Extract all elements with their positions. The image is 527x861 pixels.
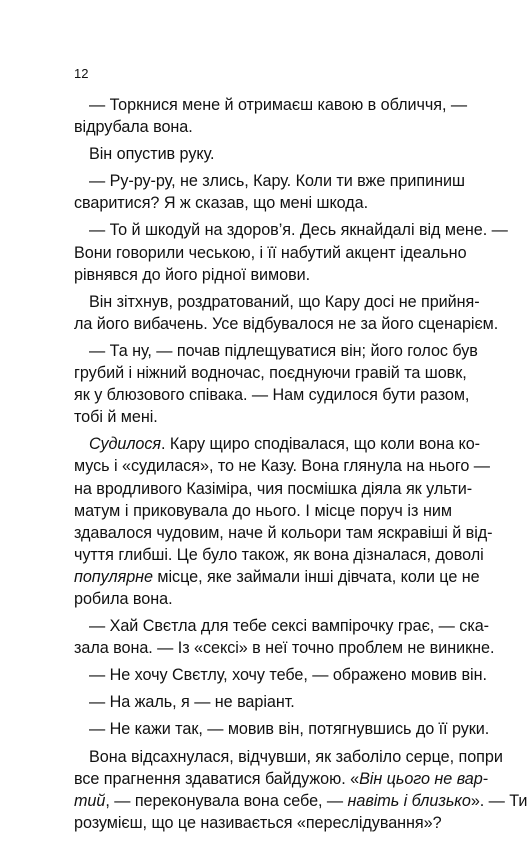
text-run: місце, яке займали інші дівчата, коли це не bbox=[152, 567, 480, 586]
text-line bbox=[74, 433, 481, 455]
text-run: — Хай Свєтла для тебе сексі вампірочку грає, — ска- bbox=[89, 617, 489, 636]
text-line bbox=[74, 615, 489, 637]
text-line bbox=[74, 566, 480, 588]
text-line bbox=[74, 313, 499, 335]
text-run: — Не хочу Свєтлу, хочу тебе, — ображено мовив він. bbox=[89, 666, 487, 685]
text-run: як у блюзового співака. — Нам судилося бути разом, bbox=[74, 386, 470, 405]
text-run: робила вона. bbox=[74, 589, 173, 608]
text-line bbox=[74, 94, 468, 116]
text-run: — На жаль, я — не варіант. bbox=[89, 693, 295, 712]
text-run: рівнявся до його рідної вимови. bbox=[74, 265, 311, 284]
text-line bbox=[74, 637, 495, 659]
text-run: сваритися? Я ж сказав, що мені шкода. bbox=[74, 194, 369, 213]
text-line bbox=[74, 588, 452, 610]
text-run: мусь і «судилася», то не Казу. Вона глянула на нього — bbox=[74, 457, 490, 476]
text-line bbox=[74, 143, 452, 165]
text-run: здавалося чудовим, наче й кольори там яскравіші й від- bbox=[74, 523, 493, 542]
text-run: зала вона. — Із «сексі» в неї точно проблем не виникне. bbox=[74, 639, 495, 658]
text-line bbox=[74, 291, 480, 313]
text-line bbox=[74, 664, 487, 686]
text-run: Він зітхнув, роздратований, що Кару досі не прийня- bbox=[89, 292, 480, 311]
text-line bbox=[74, 500, 452, 522]
text-run: — Та ну, — почав підлещуватися він; його голос був bbox=[89, 341, 478, 360]
text-run: , — переконувала вона себе, — bbox=[105, 791, 348, 810]
text-run: на вродливого Казіміра, чия посмішка діяла як ульти- bbox=[74, 479, 473, 498]
text-line bbox=[74, 406, 452, 428]
text-line bbox=[74, 478, 473, 500]
text-line bbox=[74, 746, 503, 768]
text-run: Він опустив руку. bbox=[89, 145, 215, 164]
italic-text: Він цього не вар- bbox=[359, 769, 488, 788]
text-line bbox=[74, 219, 508, 241]
italic-text: популярне bbox=[74, 567, 153, 586]
text-run: — Торкнися мене й отримаєш кавою в обличчя, — bbox=[89, 96, 468, 114]
italic-text: тий bbox=[74, 791, 106, 810]
text-line bbox=[74, 264, 452, 286]
text-line bbox=[74, 544, 484, 566]
text-line bbox=[74, 362, 467, 384]
text-run: — Не кажи так, — мовив він, потягнувшись до її руки. bbox=[89, 720, 490, 739]
text-line bbox=[74, 242, 467, 264]
text-line bbox=[74, 812, 452, 834]
text-line bbox=[74, 192, 452, 214]
text-line bbox=[74, 691, 452, 713]
text-run: — То й шкодуй на здоров’я. Десь якнайдалі від мене. — bbox=[89, 221, 508, 240]
text-line bbox=[74, 170, 465, 192]
text-line bbox=[74, 522, 493, 544]
text-run: грубий і ніжний водночас, поєднуючи гравій та шовк, bbox=[74, 364, 467, 383]
text-run: . Кару щиро сподівалася, що коли вона ко- bbox=[161, 435, 481, 454]
text-run: Вона відсахнулася, відчувши, як заболіло серце, попри bbox=[89, 747, 503, 766]
text-run: відрубала вона. bbox=[74, 118, 193, 137]
text-line bbox=[74, 455, 490, 477]
text-line bbox=[74, 340, 478, 362]
text-run: ла його вибачень. Усе відбувалося не за його сценарієм. bbox=[74, 314, 499, 333]
text-run: розумієш, що це називається «переслідування»? bbox=[74, 813, 442, 832]
text-run: Вони говорили чеською, і її набутий акцент ідеально bbox=[74, 243, 467, 262]
text-run: — Ру-ру-ру, не злись, Кару. Коли ти вже припиниш bbox=[89, 172, 465, 191]
text-run: тобі й мені. bbox=[74, 408, 158, 427]
text-line bbox=[74, 768, 488, 790]
text-run: все прагнення здаватися байдужою. « bbox=[74, 769, 360, 788]
text-run: ». — Ти bbox=[470, 791, 527, 810]
text-line bbox=[74, 116, 452, 138]
page-number: 12 bbox=[74, 66, 89, 81]
text-line bbox=[74, 790, 527, 812]
italic-text: Судилося bbox=[89, 435, 162, 454]
text-line bbox=[74, 718, 490, 740]
text-run: матум і приковувала до нього. І місце поруч із ним bbox=[74, 501, 452, 520]
text-line bbox=[74, 384, 470, 406]
body-text bbox=[74, 94, 527, 834]
italic-text: навіть і близько bbox=[347, 791, 471, 810]
text-run: чуття глибші. Це було також, як вона дізналася, доволі bbox=[74, 545, 484, 564]
